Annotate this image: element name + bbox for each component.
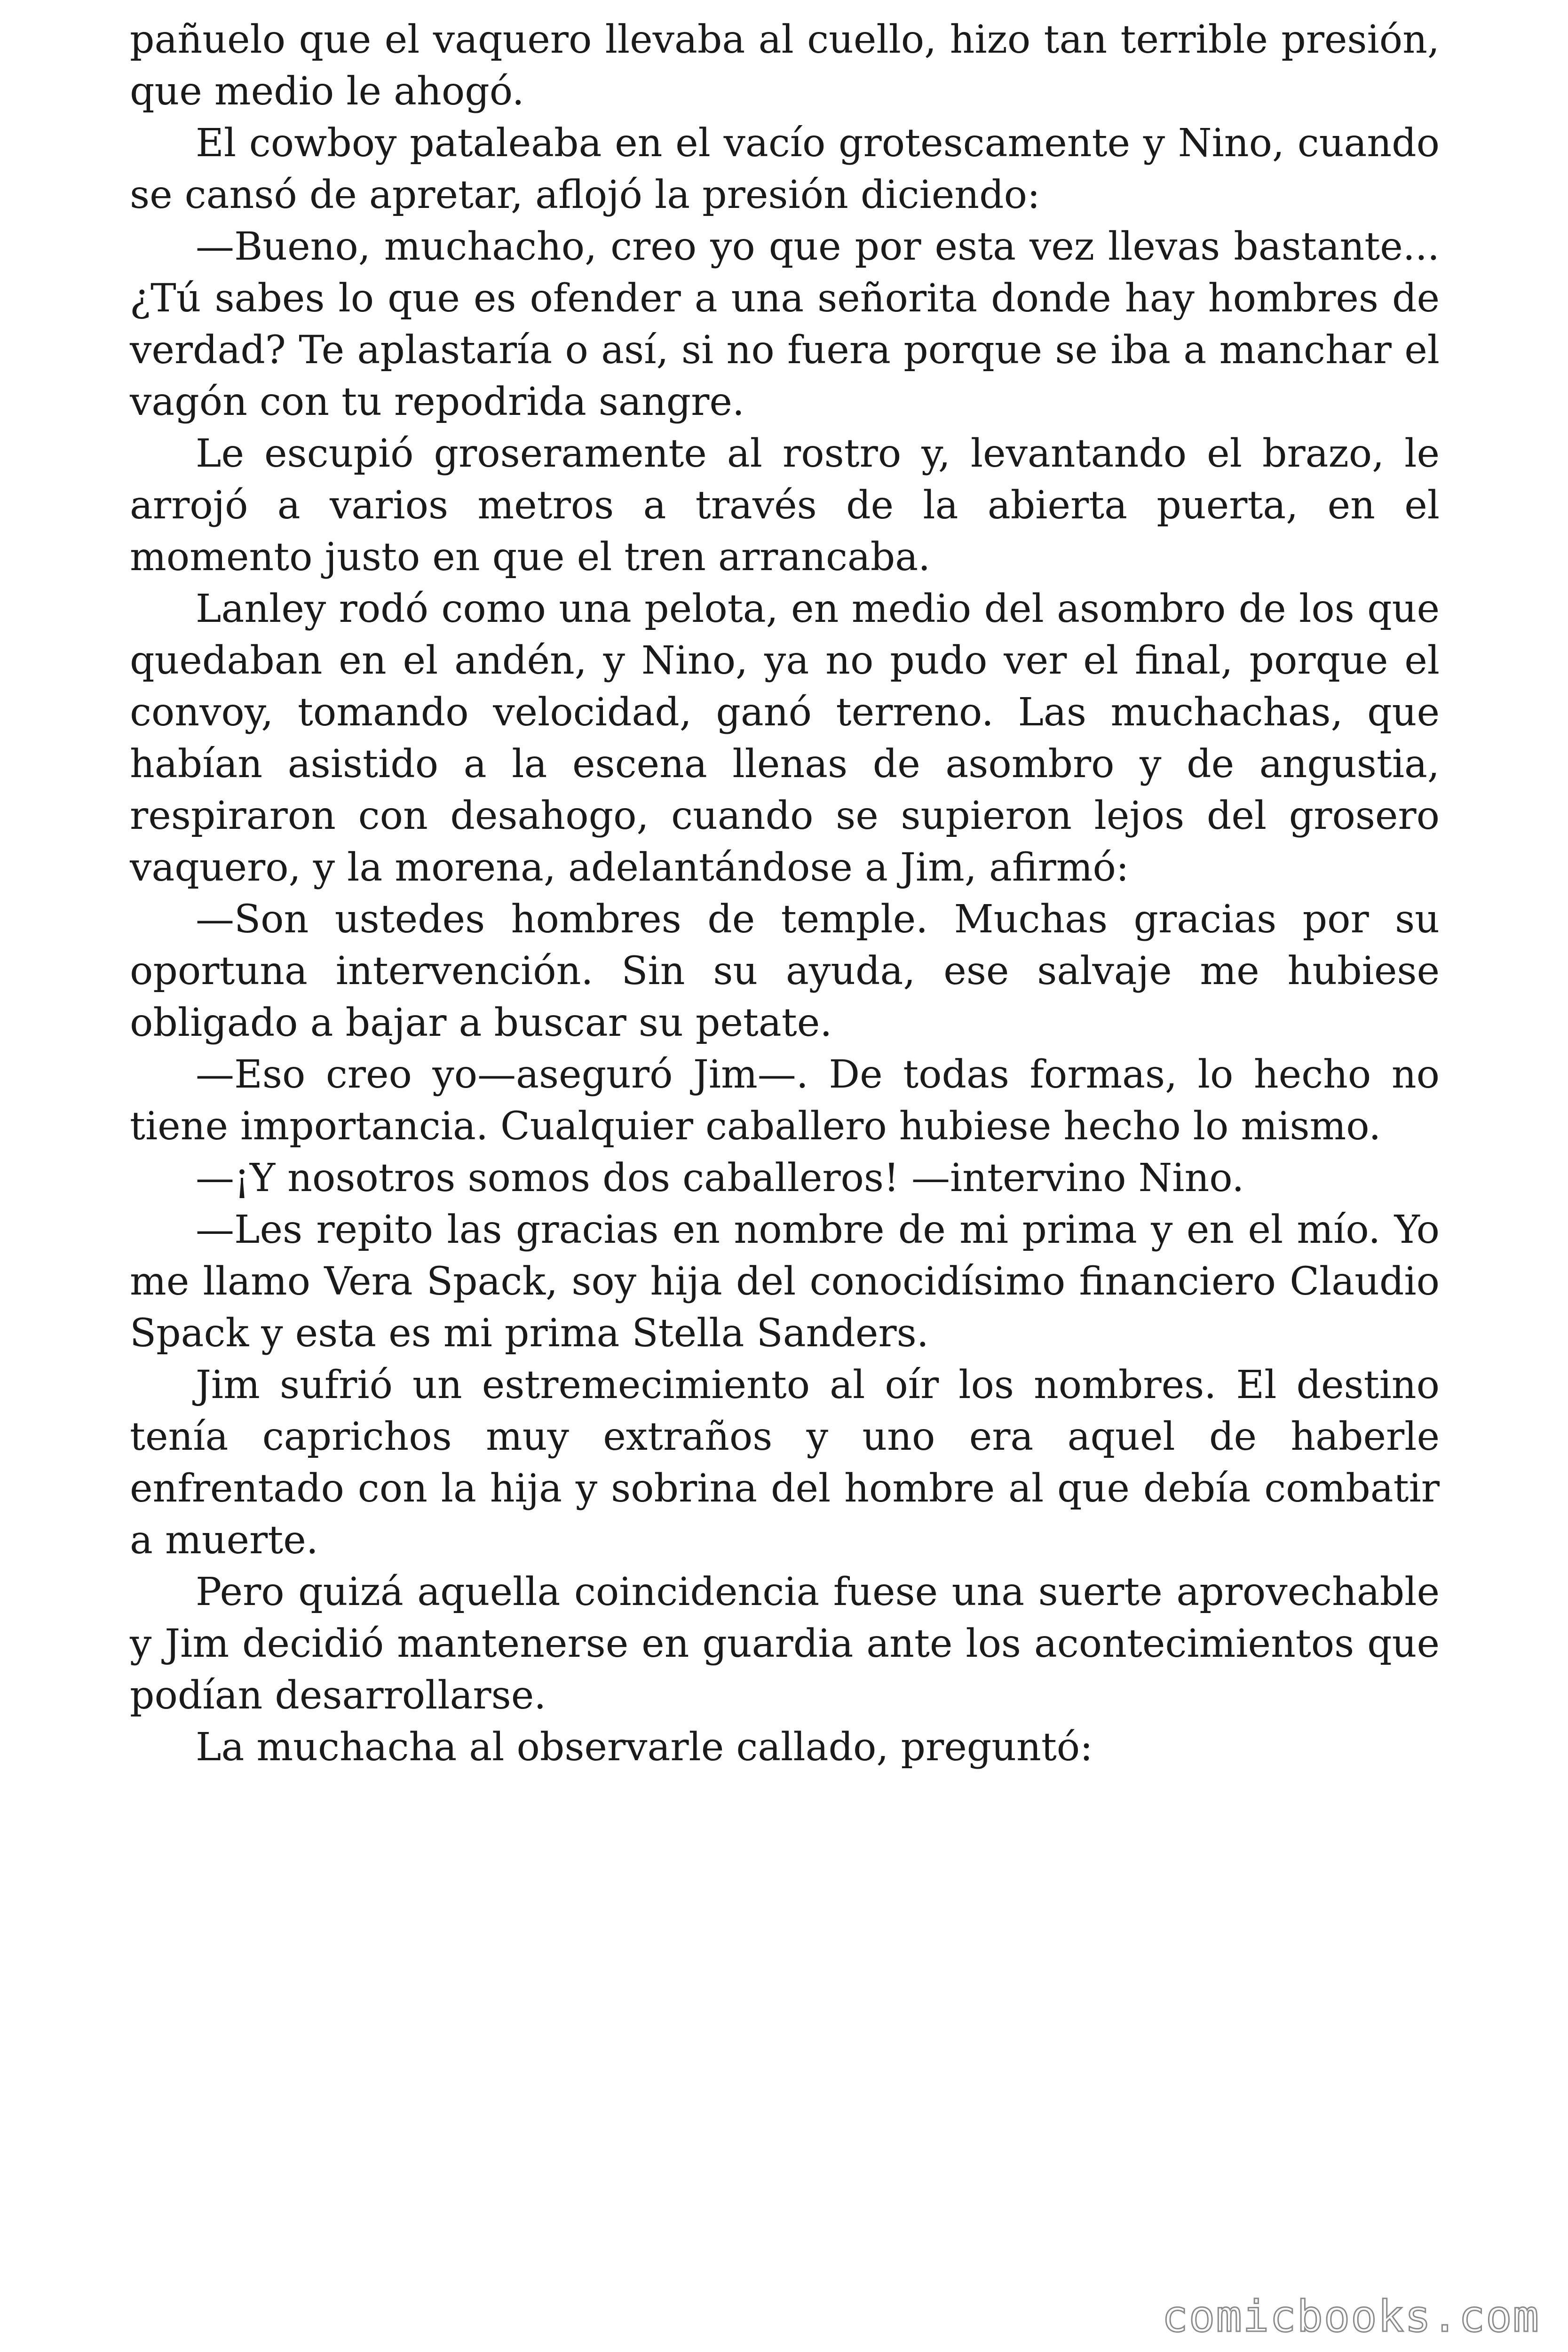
body-text [130,14,1440,1773]
paragraph: Lanley rodó como una pelota, en medio del asombro de los que quedaban en el andén, y Nino, ya no pudo ver el final, porque el convoy, tomando velocidad, ganó terreno. Las muchachas, que habían asistido a la escena llenas de asombro y de angustia, respiraron con desahogo, cuando se supieron lejos del grosero vaquero, y la morena, adelantándose a Jim, afirmó: [130,587,1440,890]
paragraph: El cowboy pataleaba en el vacío grotescamente y Nino, cuando se cansó de apretar, aflojó la presión diciendo: [130,121,1440,217]
paragraph-dialogue: —¡Y nosotros somos dos caballeros! —intervino Nino. [196,1156,1244,1200]
paragraph-dialogue: —Son ustedes hombres de temple. Muchas gracias por su oportuna intervención. Sin su ayuda, ese salvaje me hubiese obligado a bajar a buscar su petate. [130,897,1440,1045]
paragraph: Jim sufrió un estremecimiento al oír los nombres. El destino tenía caprichos muy extraños y uno era aquel de haberle enfrentado con la hija y sobrina del hombre al que debía combatir a muerte. [130,1363,1440,1563]
paragraph-continuation: pañuelo que el vaquero llevaba al cuello, hizo tan terrible presión, que medio le ahogó. [130,17,1440,114]
paragraph: Le escupió groseramente al rostro y, levantando el brazo, le arrojó a varios metros a través de la abierta puerta, en el momento justo en que el tren arrancaba. [130,431,1440,580]
paragraph-dialogue: —Les repito las gracias en nombre de mi prima y en el mío. Yo me llamo Vera Spack, soy hija del conocidísimo financiero Claudio Spack y esta es mi prima Stella Sanders. [130,1208,1440,1356]
watermark: comicbooks.com [1162,2291,1540,2342]
paragraph: La muchacha al observarle callado, preguntó: [196,1725,1093,1770]
paragraph-dialogue: —Bueno, muchacho, creo yo que por esta vez llevas bastante... ¿Tú sabes lo que es ofender a una señorita donde hay hombres de verdad? Te aplastaría o así, si no fuera porque se iba a manchar el vagón con tu repodrida sangre. [130,224,1440,424]
paragraph: Pero quizá aquella coincidencia fuese una suerte aprovechable y Jim decidió mantenerse en guardia ante los acontecimientos que podían desarrollarse. [130,1570,1440,1718]
paragraph-dialogue: —Eso creo yo—aseguró Jim—. De todas formas, lo hecho no tiene importancia. Cualquier caballero hubiese hecho lo mismo. [130,1052,1440,1149]
